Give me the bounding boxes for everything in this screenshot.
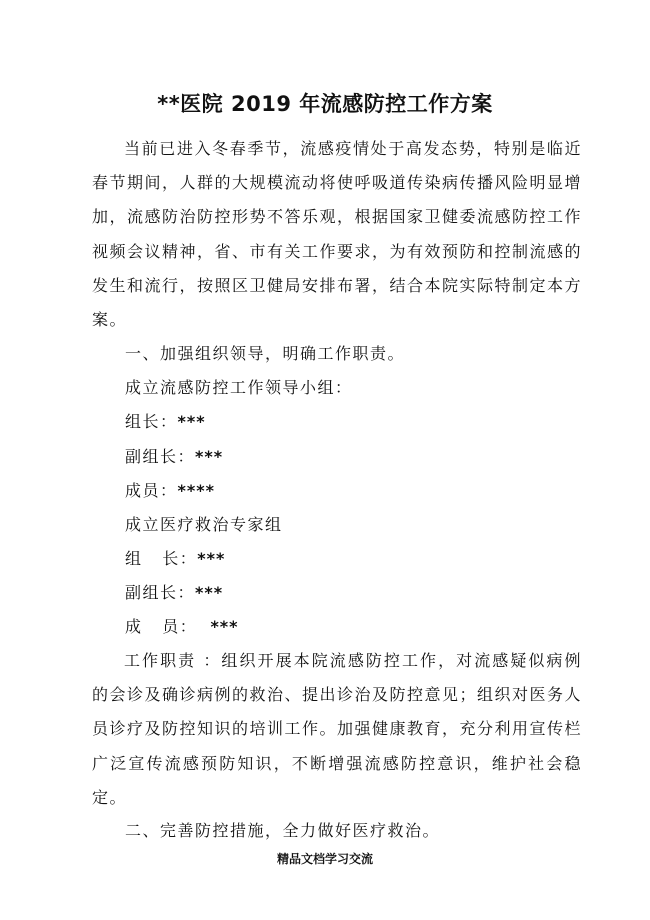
document-title: **医院 2019 年流感防控工作方案	[157, 92, 493, 116]
member-value: ****	[177, 481, 215, 500]
intro-paragraph-block	[92, 132, 582, 337]
member-line	[125, 478, 215, 501]
deputy-leader-value: ***	[195, 447, 224, 466]
leader-line	[125, 409, 206, 432]
section2-heading: 二、完善防控措施，全力做好医疗救治。	[125, 821, 441, 840]
member-label: 成员：	[125, 481, 178, 500]
expert-group-heading: 成立医疗救治专家组	[125, 515, 283, 534]
deputy-leader-line	[125, 444, 223, 467]
expert-leader-value: ***	[197, 549, 226, 568]
expert-leader-line	[125, 546, 225, 569]
intro-paragraph: 当前已进入冬春季节，流感疫情处于高发态势，特别是临近春节期间，人群的大规模流动将使呼吸道传染病传播风险明显增加，流感防治防控形势不答乐观，根据国家卫健委流感防控工作视频会议精神，省、市有关工作要求，为有效预防和控制流感的发生和流行，按照区卫健局安排布署，结合本院实际特制定本方案。	[92, 139, 583, 330]
expert-member-line	[125, 614, 239, 637]
leader-value: ***	[177, 412, 206, 431]
expert-leader-label: 组 长：	[125, 549, 198, 568]
leader-label: 组长：	[125, 412, 178, 431]
duties-paragraph: 工作职责 ：组织开展本院流感防控工作，对流感疑似病例的会诊及确诊病例的救治、提出诊治及防控意见；组织对医务人员诊疗及防控知识的培训工作。加强健康教育，充分利用宣传栏广泛宣传流感预防知识，不断增强流感防控意识，维护社会稳定。	[92, 651, 583, 807]
page-footer: 精品文档学习交流	[276, 852, 373, 866]
expert-deputy-label: 副组长：	[125, 583, 196, 602]
expert-deputy-line	[125, 580, 223, 603]
duties-paragraph-block	[92, 644, 582, 815]
section1-heading: 一、加强组织领导，明确工作职责。	[125, 344, 406, 363]
expert-deputy-value: ***	[195, 583, 224, 602]
expert-member-label: 成 员：	[125, 617, 211, 636]
leadership-group-heading: 成立流感防控工作领导小组：	[125, 378, 353, 397]
deputy-leader-label: 副组长：	[125, 447, 196, 466]
expert-member-value: ***	[210, 617, 239, 636]
